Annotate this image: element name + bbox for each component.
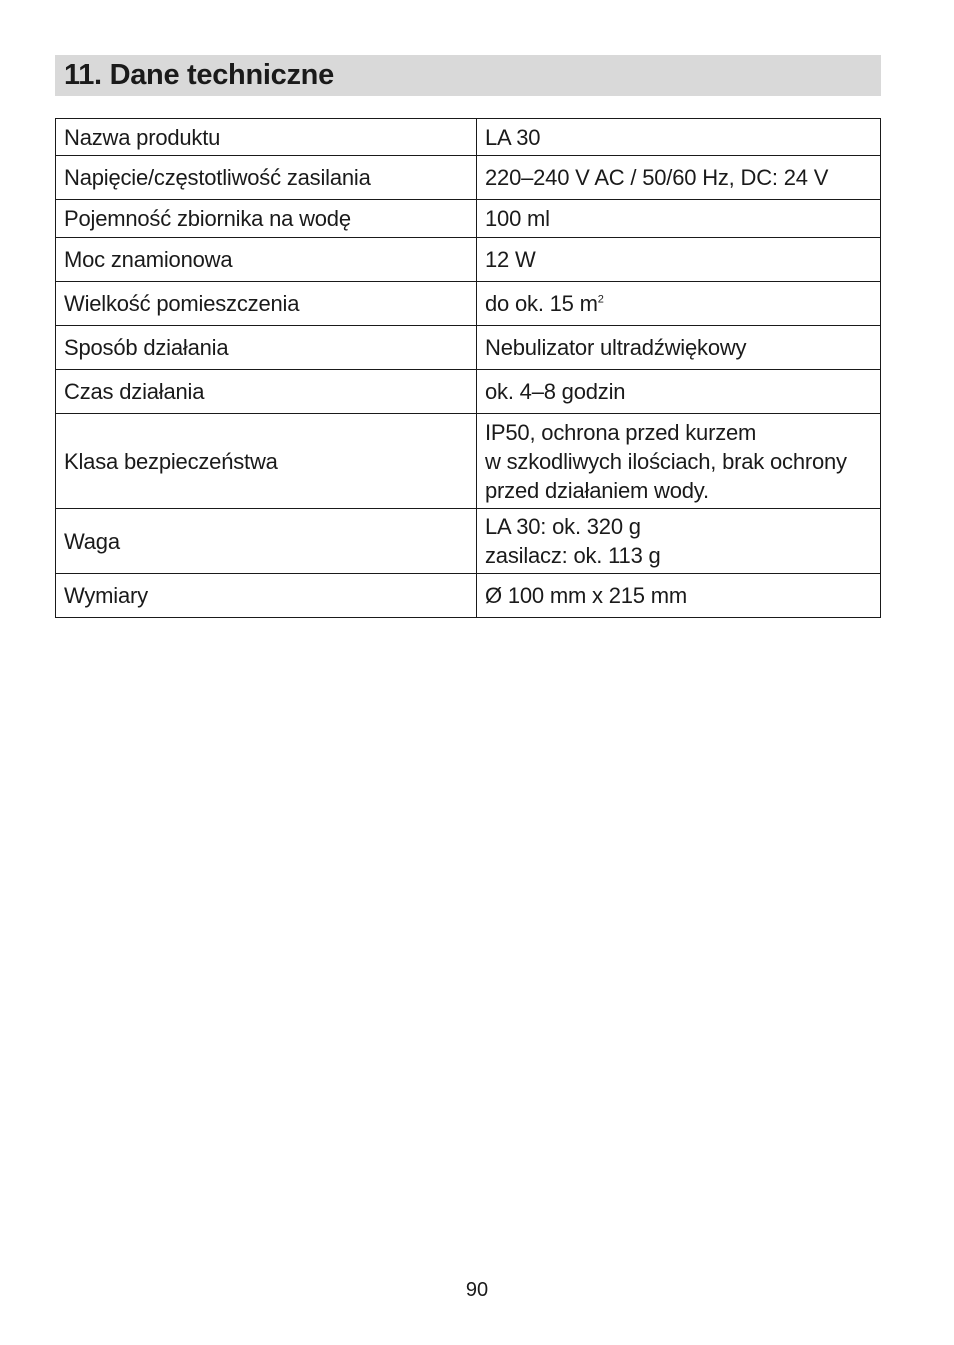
spec-value: Ø 100 mm x 215 mm [477, 574, 881, 618]
table-row [56, 414, 881, 509]
table-row [56, 238, 881, 282]
table-row [56, 574, 881, 618]
spec-label: Wielkość pomieszczenia [56, 282, 477, 326]
spec-label: Waga [56, 509, 477, 574]
spec-value: 100 ml [477, 200, 881, 238]
spec-label: Moc znamionowa [56, 238, 477, 282]
spec-label: Sposób działania [56, 326, 477, 370]
spec-label: Pojemność zbiornika na wodę [56, 200, 477, 238]
section-title: 11. Dane techniczne [64, 59, 334, 91]
table-row [56, 370, 881, 414]
table-row [56, 509, 881, 574]
table-row [56, 326, 881, 370]
spec-value-text: do ok. 15 m [485, 291, 598, 316]
spec-value: ok. 4–8 godzin [477, 370, 881, 414]
table-row [56, 200, 881, 238]
spec-label: Wymiary [56, 574, 477, 618]
spec-value: 220–240 V AC / 50/60 Hz, DC: 24 V [477, 156, 881, 200]
technical-data-table [55, 118, 881, 618]
superscript: 2 [597, 293, 604, 306]
table-row [56, 282, 881, 326]
spec-value: LA 30 [477, 119, 881, 156]
spec-value: 12 W [477, 238, 881, 282]
table-row [56, 156, 881, 200]
spec-value [477, 282, 881, 326]
spec-value: LA 30: ok. 320 g zasilacz: ok. 113 g [477, 509, 881, 574]
spec-value: Nebulizator ultradźwiękowy [477, 326, 881, 370]
spec-label: Klasa bezpieczeństwa [56, 414, 477, 509]
spec-value: IP50, ochrona przed kurzem w szkodliwych ilościach, brak ochrony przed działaniem wody. [477, 414, 881, 509]
section-header [55, 55, 881, 96]
page-number: 90 [465, 1279, 489, 1301]
table-row [56, 119, 881, 156]
spec-label: Czas działania [56, 370, 477, 414]
spec-label: Nazwa produktu [56, 119, 477, 156]
spec-label: Napięcie/częstotliwość zasilania [56, 156, 477, 200]
